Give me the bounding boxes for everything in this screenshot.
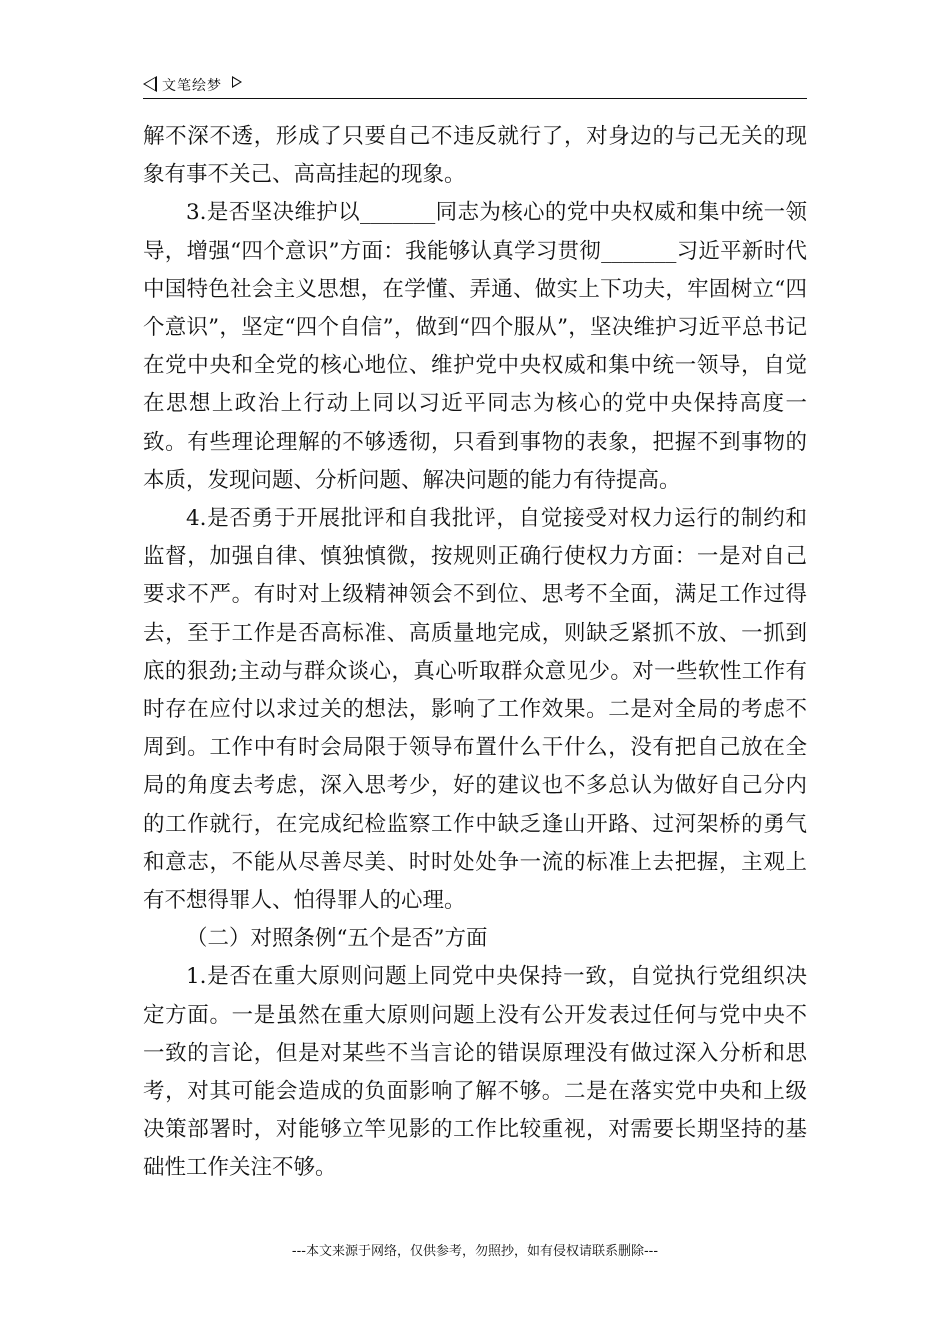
page-footer-disclaimer: ---本文来源于网络，仅供参考，勿照抄，如有侵权请联系删除--- [291, 1244, 659, 1259]
header-brand: 文笔绘梦 [162, 78, 222, 94]
paragraph-continuation: 解不深不透，形成了只要自己不违反就行了，对身边的与己无关的现象有事不关己、高高挂起的现象。 [143, 124, 807, 188]
paragraph-item-1: 1.是否在重大原则问题上同党中央保持一致，自觉执行党组织决定方面。一是虽然在重大原则问题上没有公开发表过任何与党中央不一致的言论，但是对某些不当言论的错误原理没有做过深入分析和思考，对其可能会造成的负面影响了解不够。二是在落实党中央和上级决策部署时，对能够立竿见影的工作比较重视，对需要长期坚持的基础性工作关注不够。 [143, 964, 807, 1181]
triangle-left-icon [143, 76, 157, 92]
document-body [143, 118, 807, 1188]
paragraph-item-4: 4.是否勇于开展批评和自我批评，自觉接受对权力运行的制约和监督，加强自律、慎独慎微，按规则正确行使权力方面：一是对自己要求不严。有时对上级精神领会不到位、思考不全面，满足工作过得去，至于工作是否高标准、高质量地完成，则缺乏紧抓不放、一抓到底的狠劲;主动与群众谈心，真心听取群众意见少。对一些软性工作有时存在应付以求过关的想法，影响了工作效果。二是对全局的考虑不周到。工作中有时会局限于领导布置什么干什么，没有把自己放在全局的角度去考虑，深入思考少，好的建议也不多总认为做好自己分内的工作就行，在完成纪检监察工作中缺乏逢山开路、过河架桥的勇气和意志，不能从尽善尽美、时时处处争一流的标准上去把握，主观上有不想得罪人、怕得罪人的心理。 [143, 506, 807, 914]
section-heading: （二）对照条例“五个是否”方面 [186, 926, 488, 952]
page-header [143, 72, 807, 99]
paragraph-item-3: 3.是否坚决维护以_______同志为核心的党中央权威和集中统一领导，增强“四个意识”方面：我能够认真学习贯彻_______习近平新时代中国特色社会主义思想，在学懂、弄通、做实上下功夫，牢固树立“四个意识”，坚定“四个自信”，做到“四个服从”，坚决维护习近平总书记在党中央和全党的核心地位、维护党中央权威和集中统一领导，自觉在思想上政治上行动上同以习近平同志为核心的党中央保持高度一致。有些理论理解的不够透彻，只看到事物的表象，把握不到事物的本质，发现问题、分析问题、解决问题的能力有待提高。 [143, 200, 807, 493]
triangle-right-icon [232, 76, 242, 88]
